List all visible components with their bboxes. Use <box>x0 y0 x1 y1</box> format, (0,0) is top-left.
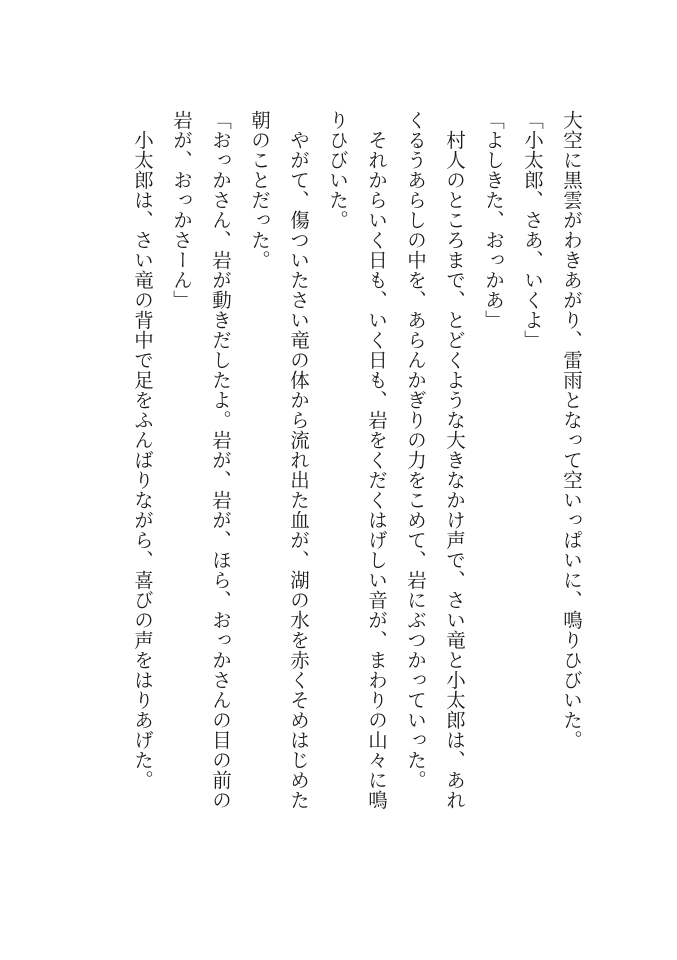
text-line: 朝のことだった。 <box>248 110 271 270</box>
text-line: くるうあらしの中を、あらんかぎりの力をこめて、岩にぶつかっていった。 <box>404 110 427 790</box>
text-line: 「よしきた、おっかあ」 <box>482 110 505 330</box>
text-line: りひびいた。 <box>326 110 349 230</box>
vertical-text-body <box>91 110 591 830</box>
text-line: 岩が、おっかさーん」 <box>170 110 193 310</box>
text-line: 村人のところまで、とどくような大きなかけ声で、さい竜と小太郎は、あれ <box>443 110 466 810</box>
text-line: 「おっかさん、岩が動きだしたよ。岩が、岩が、ほら、おっかさんの目の前の <box>209 110 232 810</box>
text-line: それからいく日も、いく日も、岩をくだくはげしい音が、まわりの山々に鳴 <box>365 110 388 810</box>
text-line: 「小太郎、さあ、いくよ」 <box>521 110 544 350</box>
text-line: やがて、傷ついたさい竜の体から流れ出た血が、湖の水を赤くそめはじめた <box>287 110 310 810</box>
text-line: 小太郎は、さい竜の背中で足をふんばりながら、喜びの声をはりあげた。 <box>131 110 154 790</box>
text-line: 大空に黒雲がわきあがり、雷雨となって空いっぱいに、鳴りひびいた。 <box>560 110 583 750</box>
